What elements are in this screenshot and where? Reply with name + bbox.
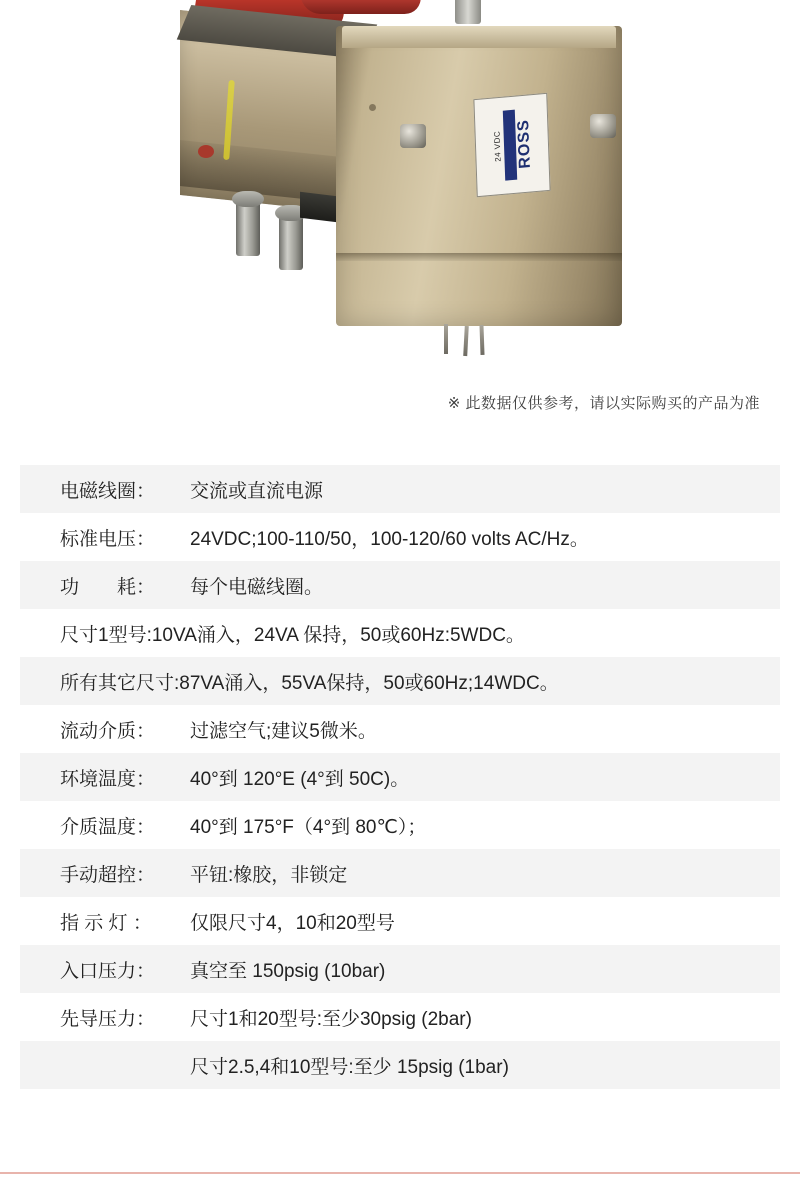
spec-key: 介质温度： (60, 816, 156, 838)
terminal-pin-1 (444, 324, 448, 354)
red-hose-secondary-icon (297, 0, 422, 14)
table-row (20, 513, 780, 561)
spec-key: 环境温度： (60, 768, 156, 790)
port-stud-1 (236, 198, 260, 256)
spec-value: 交流或直流电源 (190, 480, 324, 502)
spec-value: 每个电磁线圈。 (190, 576, 324, 598)
spec-value: 平钮:橡胶，非锁定 (190, 864, 348, 886)
spec-key: 先导压力： (60, 1008, 156, 1030)
spec-value: 24VDC;100-110/50，100-120/60 volts AC/Hz。 (190, 528, 589, 550)
product-photo (0, 0, 800, 380)
table-row (20, 753, 780, 801)
nameplate-brand: ROSS (515, 118, 534, 170)
table-row (20, 465, 780, 513)
solenoid-housing-top (342, 26, 616, 48)
top-bolt-icon (455, 0, 481, 24)
table-row (20, 801, 780, 849)
housing-seam (336, 253, 622, 261)
table-row (20, 609, 780, 657)
spec-full-text: 尺寸2.5,4和10型号:至少 15psig (1bar) (190, 1056, 509, 1078)
port-stud-2 (279, 212, 303, 270)
spec-key: 功 耗： (60, 576, 156, 598)
table-row (20, 1041, 780, 1089)
spec-full-text: 所有其它尺寸:87VA涌入，55VA保持，50或60Hz;14WDC。 (60, 672, 559, 694)
terminal-pin-2 (463, 326, 469, 356)
spec-key: 手动超控： (60, 864, 156, 886)
spec-key: 电磁线圈： (60, 480, 156, 502)
hex-screw-icon-left (400, 124, 426, 148)
spec-value: 40°到 120°E (4°到 50C)。 (190, 768, 410, 790)
spec-value: 仅限尺寸4，10和20型号 (190, 912, 395, 934)
table-row (20, 849, 780, 897)
nameplate-voltage: 24 VDC (492, 130, 503, 163)
spec-full-text: 尺寸1型号:10VA涌入，24VA 保持，50或60Hz:5WDC。 (60, 624, 525, 646)
spec-value: 40°到 175°F（4°到 80℃）； (190, 816, 427, 838)
table-row (20, 897, 780, 945)
disclaimer-note: ※ 此数据仅供参考，请以实际购买的产品为准 (447, 395, 760, 412)
table-row (20, 657, 780, 705)
footer-divider (0, 1172, 800, 1174)
hex-screw-icon-right (590, 114, 616, 138)
spec-value: 尺寸1和20型号:至少30psig (2bar) (190, 1008, 472, 1030)
table-row (20, 561, 780, 609)
spec-key: 流动介质： (60, 720, 156, 742)
spec-value: 真空至 150psig (10bar) (190, 960, 386, 982)
specification-table (20, 465, 780, 1089)
red-marker-icon (198, 145, 214, 158)
table-row (20, 945, 780, 993)
small-port-icon (369, 104, 376, 111)
product-nameplate (473, 93, 550, 197)
table-row (20, 993, 780, 1041)
spec-value: 过滤空气;建议5微米。 (190, 720, 377, 742)
spec-key: 指 示 灯 ： (60, 912, 152, 934)
terminal-pin-3 (479, 325, 484, 355)
table-row (20, 705, 780, 753)
spec-key: 标准电压： (60, 528, 156, 550)
spec-key: 入口压力： (60, 960, 156, 982)
